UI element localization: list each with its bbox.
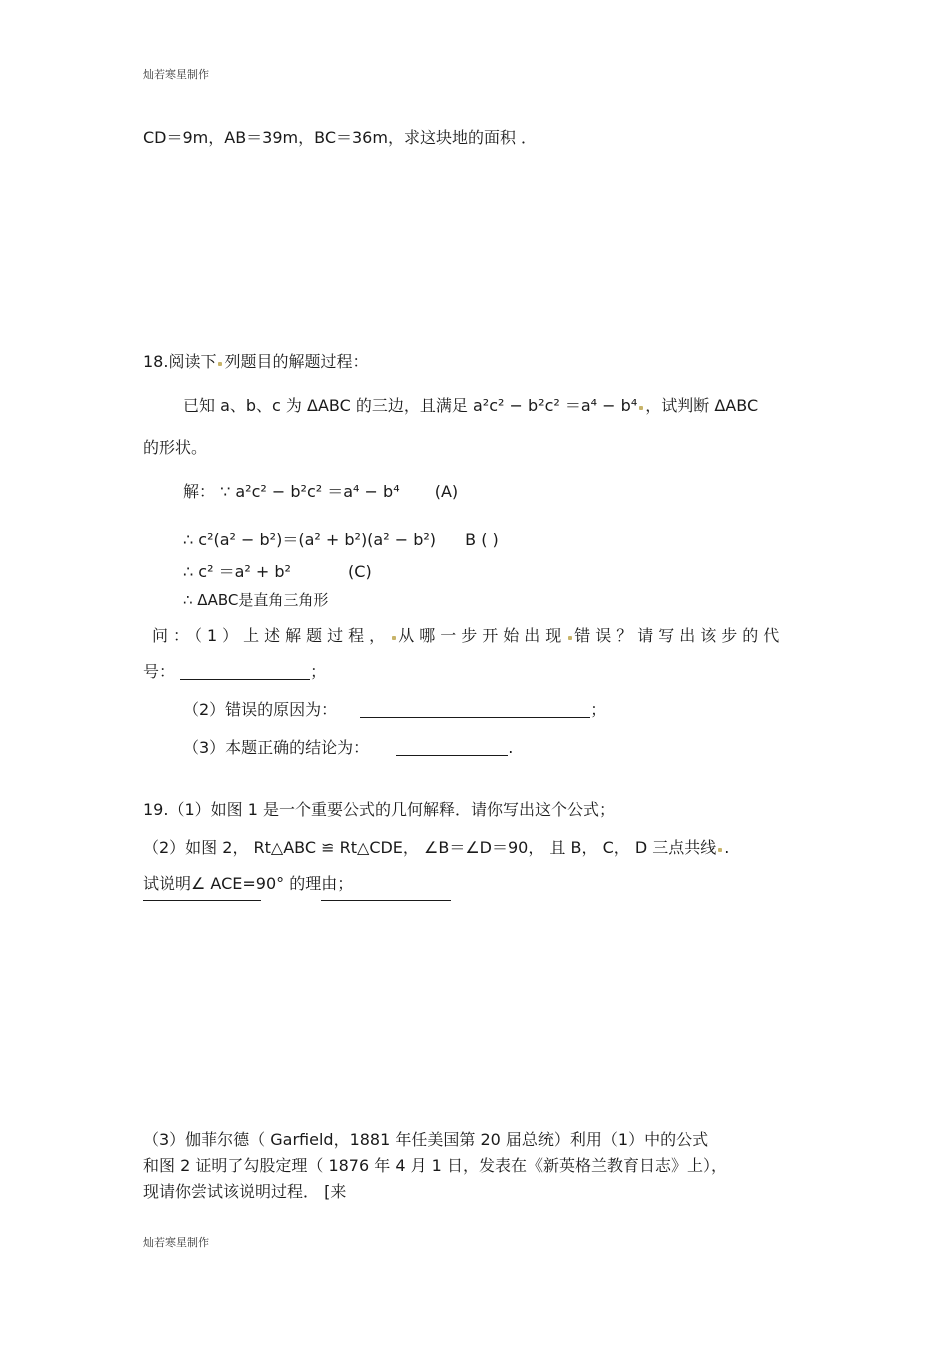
step-tag-a: (A) <box>434 482 459 501</box>
ask1-label: 号： <box>143 662 176 681</box>
answer-rule-left <box>143 900 261 901</box>
q19-part2 <box>143 838 729 858</box>
q18-solution-start <box>183 482 458 502</box>
q18-ask-3 <box>183 738 513 758</box>
step-tag-c: (C) <box>348 562 372 581</box>
q19-part3-line2: 和图 2 证明了勾股定理（ 1876 年 4 月 1 日，发表在《新英格兰教育日志》上）， <box>143 1156 727 1175</box>
answer-rule-right <box>321 900 451 901</box>
q18-given-text: 已知 a、b、c 为 <box>183 396 302 415</box>
answer-blank-1[interactable] <box>180 663 310 680</box>
q18-given-equation: a²c² − b²c² ＝a⁴ − b⁴ <box>473 396 638 415</box>
q18-given-line <box>183 396 758 416</box>
ask1-end: ； <box>310 662 327 681</box>
q19-part1: 19.（1）如图 1 是一个重要公式的几何解释．请你写出这个公式； <box>143 800 615 819</box>
q17-conditions-line: CD＝9m，AB＝39m，BC＝36m，求这块地的面积 ． <box>143 128 538 147</box>
footer-watermark: 灿若寒星制作 <box>143 1236 209 1249</box>
ask3-end: . <box>508 738 514 757</box>
answer-blank-2[interactable] <box>360 701 590 718</box>
q19-part3-line3: 现请你尝试该说明过程． [来 <box>143 1182 347 1201</box>
solution-equation-a: ∵ a²c² − b²c² ＝a⁴ − b⁴ <box>220 482 400 501</box>
q18-step-d: ∴ ΔABC是直角三角形 <box>183 591 329 609</box>
triangle-abc-label: ΔABC <box>307 396 351 415</box>
q19-part2-reason: 试说明∠ ACE=90° 的理由； <box>143 874 354 893</box>
solution-equation-c: ∴ c² ＝a² + b² <box>183 562 291 581</box>
stray-dot-mark <box>568 636 572 640</box>
q18-intro-part1: 18.阅读下 <box>143 352 217 371</box>
ask1-part2: 从哪一步开始出现 <box>398 626 567 645</box>
q18-step-c <box>183 562 372 582</box>
q19-part2-end: . <box>724 838 730 857</box>
q18-ask-1-answer <box>143 662 326 682</box>
q18-step-b <box>183 530 499 550</box>
q18-intro <box>143 352 368 372</box>
q18-given-text3: ，试判断 <box>645 396 710 415</box>
q18-ask-2 <box>183 700 606 720</box>
solution-equation-b: ∴ c²(a² − b²)＝(a² + b²)(a² − b²) <box>183 530 437 549</box>
ask3-text: （3）本题正确的结论为： <box>183 738 370 757</box>
q19-part2-text: （2）如图 2， Rt△ABC ≌ Rt△CDE， ∠B＝∠D＝90， 且 B， C， D 三点共线 <box>143 838 717 857</box>
ask2-text: （2）错误的原因为： <box>183 700 338 719</box>
q18-ask-1 <box>152 626 784 646</box>
q18-given-end: 的形状。 <box>143 438 208 457</box>
ask1-part3: 错误？请写出该步的代 <box>574 626 785 645</box>
q18-given-text2: 的三边，且满足 <box>355 396 468 415</box>
step-tag-b: B ( ) <box>465 530 499 549</box>
answer-blank-3[interactable] <box>396 739 508 756</box>
stray-dot-mark <box>718 848 722 852</box>
q18-intro-part2: 列题目的解题过程： <box>224 352 369 371</box>
ask1-part1: 问：（1）上述解题过程， <box>152 626 391 645</box>
ask2-end: ； <box>590 700 607 719</box>
stray-dot-mark <box>392 636 396 640</box>
q19-part3-line1: （3）伽菲尔德（ Garfield，1881 年任美国第 20 届总统）利用（1）中的公式 <box>143 1130 709 1149</box>
stray-dot-mark <box>639 406 643 410</box>
stray-dot-mark <box>218 362 222 366</box>
triangle-abc-label-2: ΔABC <box>714 396 759 415</box>
header-watermark: 灿若寒星制作 <box>143 68 209 81</box>
solution-label: 解： <box>183 482 216 501</box>
